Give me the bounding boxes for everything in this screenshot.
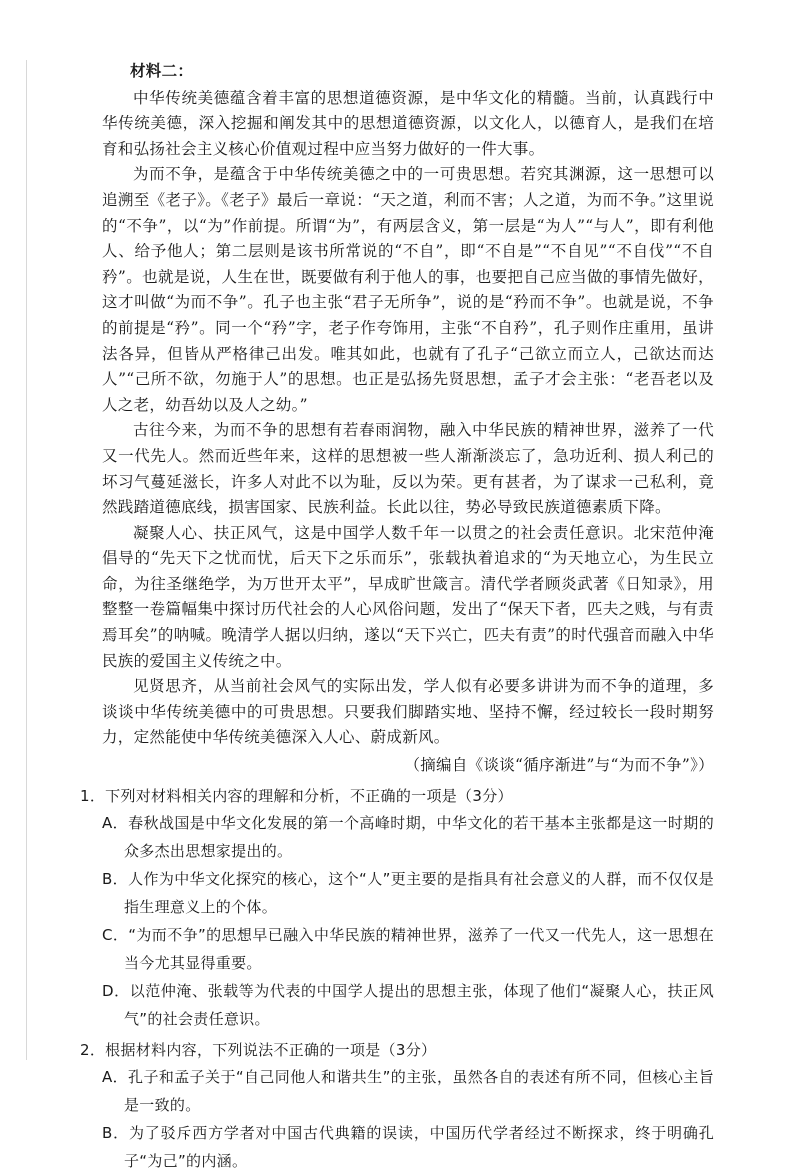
material-heading: 材料二： — [130, 61, 194, 80]
question-2-title: 2．根据材料内容，下列说法不正确的一项是（3分） — [80, 1040, 437, 1059]
paragraph-5: 见贤思齐，从当前社会风气的实际出发，学人似有必要多讲讲为而不争的道理，多谈谈中华传统美德中的可贵思想。只要我们脚踏实地、坚持不懈，经过较长一段时期努力，定然能使中华传统美德深入人心、蔚成新风。 — [102, 677, 714, 747]
paragraph-3: 古往今来，为而不争的思想有若春雨润物，融入中华民族的精神世界，滋养了一代又一代先人。然而近些年来，这样的思想被一些人渐渐淡忘了，急功近利、损人利己的坏习气蔓延滋长，许多人对此不以为耻，反以为荣。更有甚者，为了谋求一己私利，竟然践踏道德底线，损害国家、民族利益。长此以往，势必导致民族道德素质下降。 — [102, 421, 714, 517]
question-2 — [80, 1037, 714, 1175]
document-body — [80, 58, 714, 1175]
paragraph-2: 为而不争，是蕴含于中华传统美德之中的一可贵思想。若究其渊源，这一思想可以追溯至《老子》。《老子》最后一章说：“天之道，利而不害；人之道，为而不争。”这里说的“不争”，以“为”作前提。所谓“为”，有两层含义，第一层是“为人”“与人”，即有利他人、给予他人；第二层则是该书所常说的“不自”，即“不自是”“不自见”“不自伐”“不自矜”。也就是说，人生在世，既要做有利于他人的事，也要把自己应当做的事情先做好，这才叫做“为而不争”。孔子也主张“君子无所争”，说的是“矜而不争”。也就是说，不争的前提是“矜”。同一个“矜”字，老子作夸饰用，主张“不自矜”，孔子则作庄重用，虽讲法各异，但皆从严格律己出发。唯其如此，也就有了孔子“己欲立而立人，己欲达而达人”“己所不欲，勿施于人”的思想。也正是弘扬先贤思想，孟子才会主张：“老吾老以及人之老，幼吾幼以及人之幼。” — [102, 165, 714, 414]
question-1-option-d: D．以范仲淹、张载等为代表的中国学人提出的思想主张，体现了他们“凝聚人心，扶正风气”的社会责任意识。 — [102, 981, 714, 1028]
question-2-option-b: B．为了驳斥西方学者对中国古代典籍的误读，中国历代学者经过不断探求，终于明确孔子“为己”的内涵。 — [102, 1123, 714, 1170]
question-1-option-a: A．春秋战国是中华文化发展的第一个高峰时期，中华文化的若干基本主张都是这一时期的众多杰出思想家提出的。 — [102, 813, 714, 860]
question-2-option-a: A．孔子和孟子关于“自己同他人和谐共生”的主张，虽然各自的表述有所不同，但核心主旨是一致的。 — [102, 1067, 714, 1114]
question-1 — [80, 783, 714, 1033]
page-fold-line — [26, 60, 27, 1060]
paragraph-1: 中华传统美德蕴含着丰富的思想道德资源，是中华文化的精髓。当前，认真践行中华传统美德，深入挖掘和阐发其中的思想道德资源，以文化人，以德育人，是我们在培育和弘扬社会主义核心价值观过程中应当努力做好的一件大事。 — [102, 88, 714, 158]
source-citation: （摘编自《谈谈“循序渐进”与“为而不争”》） — [404, 756, 714, 775]
question-1-title: 1．下列对材料相关内容的理解和分析，不正确的一项是（3分） — [80, 786, 513, 805]
paragraph-4: 凝聚人心、扶正风气，这是中国学人数千年一以贯之的社会责任意识。北宋范仲淹倡导的“先天下之忧而忧，后天下之乐而乐”，张载执着追求的“为天地立心，为生民立命，为往圣继绝学，为万世开太平”，早成旷世箴言。清代学者顾炎武著《日知录》，用整整一卷篇幅集中探讨历代社会的人心风俗问题，发出了“保天下者，匹夫之贱，与有责焉耳矣”的呐喊。晚清学人据以归纳，遂以“天下兴亡，匹夫有责”的时代强音而融入中华民族的爱国主义传统之中。 — [102, 523, 714, 670]
question-1-option-c: C．“为而不争”的思想早已融入中华民族的精神世界，滋养了一代又一代先人，这一思想在当今尤其显得重要。 — [102, 925, 714, 972]
question-1-option-b: B．人作为中华文化探究的核心，这个“人”更主要的是指具有社会意义的人群，而不仅仅是指生理意义上的个体。 — [102, 869, 714, 916]
